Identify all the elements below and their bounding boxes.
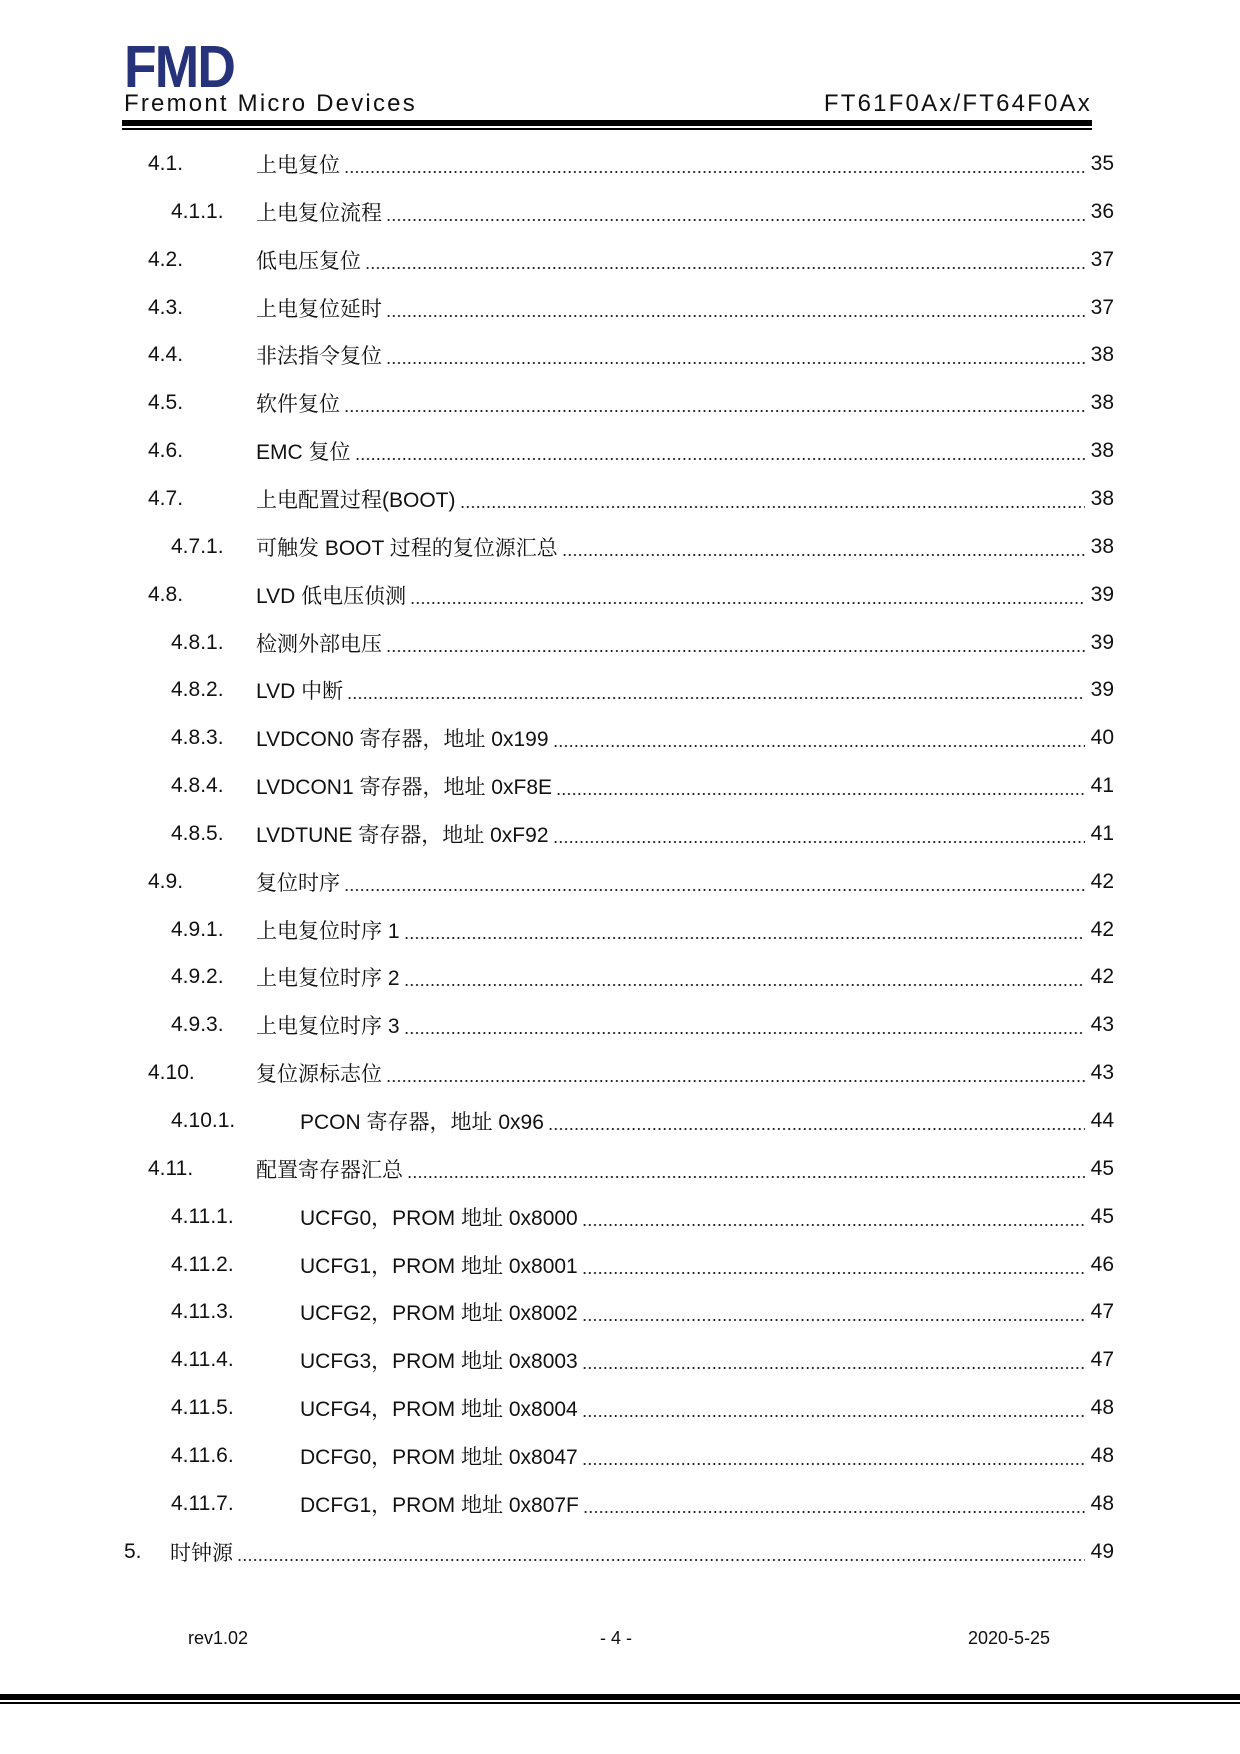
toc-dot-leader xyxy=(460,506,1085,508)
toc-entry-number: 4.11. xyxy=(148,1156,194,1180)
toc-entry[interactable] xyxy=(171,1436,1114,1476)
toc-entry-number: 4.11.1. xyxy=(171,1204,234,1228)
toc-dot-leader xyxy=(386,650,1085,652)
fmd-logo: FMD xyxy=(124,33,235,101)
toc-entry[interactable] xyxy=(171,1292,1114,1332)
toc-entry-number: 4.11.6. xyxy=(171,1443,234,1467)
toc-dot-leader xyxy=(386,219,1085,221)
toc-entry-title: 上电复位 xyxy=(256,154,340,177)
toc-entry-page: 38 xyxy=(1090,486,1114,510)
toc-entry-number: 4.5. xyxy=(148,391,184,415)
toc-dot-leader xyxy=(548,1128,1085,1130)
toc-entry-number: 4.7. xyxy=(148,486,184,510)
toc-entry-title: 上电复位流程 xyxy=(256,201,382,225)
toc-entry-page: 41 xyxy=(1090,821,1114,845)
toc-entry-title: UCFG0，PROM 地址 0x8000 xyxy=(300,1206,578,1230)
toc-entry[interactable] xyxy=(148,431,1114,471)
toc-entry-number: 4.1. xyxy=(148,152,184,175)
toc-entry-title: 软件复位 xyxy=(256,393,340,417)
toc-dot-leader xyxy=(386,362,1085,364)
toc-dot-leader xyxy=(344,410,1085,412)
toc-dot-leader xyxy=(583,1511,1085,1513)
toc-entry-title: DCFG0，PROM 地址 0x8047 xyxy=(300,1445,578,1469)
toc-entry-page: 39 xyxy=(1090,582,1114,606)
toc-entry-page: 35 xyxy=(1090,152,1114,175)
toc-entry[interactable] xyxy=(148,144,1114,184)
toc-dot-leader xyxy=(556,793,1085,795)
toc-entry-title: 上电复位时序 2 xyxy=(256,967,400,991)
footer-rule-thin xyxy=(0,1702,1240,1704)
toc-dot-leader xyxy=(404,937,1085,939)
toc-dot-leader xyxy=(553,745,1085,747)
toc-entry[interactable] xyxy=(148,1053,1114,1093)
toc-entry-number: 4.10. xyxy=(148,1061,195,1085)
toc-dot-leader xyxy=(404,984,1085,986)
toc-entry-page: 39 xyxy=(1090,630,1114,654)
toc-entry[interactable] xyxy=(171,766,1114,806)
toc-entry-number: 4.3. xyxy=(148,295,184,319)
toc-entry-page: 43 xyxy=(1090,1061,1114,1085)
toc-entry-number: 4.11.7. xyxy=(171,1491,234,1515)
toc-entry-number: 4.8.3. xyxy=(171,726,224,750)
toc-entry-title: LVD 低电压侦测 xyxy=(256,584,407,608)
toc-entry[interactable] xyxy=(171,718,1114,758)
toc-entry-number: 5. xyxy=(124,1539,142,1563)
toc-dot-leader xyxy=(404,1032,1085,1034)
toc-entry[interactable] xyxy=(148,383,1114,423)
toc-entry[interactable] xyxy=(171,1340,1114,1380)
toc-dot-leader xyxy=(582,1415,1085,1417)
toc-entry-page: 38 xyxy=(1090,534,1114,558)
toc-entry-title: 检测外部电压 xyxy=(256,632,382,656)
toc-entry-title: 时钟源 xyxy=(170,1541,233,1565)
toc-entry-number: 4.9.3. xyxy=(171,1013,224,1037)
toc-dot-leader xyxy=(582,1319,1085,1321)
toc-entry-page: 37 xyxy=(1090,247,1114,271)
part-number: FT61F0Ax/FT64F0Ax xyxy=(823,90,1092,117)
toc-entry-number: 4.11.2. xyxy=(171,1252,234,1276)
footer-page-number: - 4 - xyxy=(600,1628,633,1648)
toc-entry-title: 上电复位时序 3 xyxy=(256,1015,400,1039)
toc-dot-leader xyxy=(386,315,1085,317)
toc-dot-leader xyxy=(582,1272,1085,1274)
toc-entry-number: 4.11.4. xyxy=(171,1348,234,1372)
toc-dot-leader xyxy=(344,171,1085,173)
toc-entry-page: 36 xyxy=(1090,199,1114,223)
toc-entry-page: 38 xyxy=(1090,343,1114,367)
toc-entry[interactable] xyxy=(124,1532,1114,1572)
toc-entry-number: 4.1.1. xyxy=(171,199,224,223)
footer-date: 2020-5-25 xyxy=(968,1628,1051,1648)
toc-entry-page: 42 xyxy=(1090,869,1114,893)
toc-entry[interactable] xyxy=(148,288,1114,328)
toc-entry-page: 48 xyxy=(1090,1396,1114,1420)
toc-entry-title: 复位时序 xyxy=(256,871,340,895)
toc-dot-leader xyxy=(582,1367,1085,1369)
toc-dot-leader xyxy=(347,697,1085,699)
toc-entry[interactable] xyxy=(171,957,1114,997)
toc-entry-page: 42 xyxy=(1090,917,1114,941)
toc-entry[interactable] xyxy=(171,1388,1114,1428)
toc-entry-number: 4.2. xyxy=(148,247,184,271)
toc-entry-title: 非法指令复位 xyxy=(256,345,382,369)
toc-dot-leader xyxy=(386,1080,1085,1082)
toc-dot-leader xyxy=(582,1463,1085,1465)
toc-entry-page: 38 xyxy=(1090,391,1114,415)
toc-entry-number: 4.8.2. xyxy=(171,678,224,702)
toc-entry-page: 48 xyxy=(1090,1443,1114,1467)
toc-entry[interactable] xyxy=(171,192,1114,232)
toc-entry-title: LVD 中断 xyxy=(256,680,344,704)
toc-entry-number: 4.9.1. xyxy=(171,917,224,941)
toc-entry[interactable] xyxy=(171,1101,1114,1141)
toc-entry[interactable] xyxy=(171,623,1114,663)
toc-entry-title: 低电压复位 xyxy=(256,249,361,273)
toc-entry[interactable] xyxy=(148,1149,1114,1189)
toc-entry-page: 48 xyxy=(1090,1491,1114,1515)
toc-entry-page: 39 xyxy=(1090,678,1114,702)
toc-entry-title: LVDCON1 寄存器，地址 0xF8E xyxy=(256,776,552,800)
toc-entry-number: 4.4. xyxy=(148,343,184,367)
toc-entry[interactable] xyxy=(171,527,1114,567)
toc-entry[interactable] xyxy=(148,240,1114,280)
toc-entry-page: 38 xyxy=(1090,439,1114,463)
toc-entry[interactable] xyxy=(171,1005,1114,1045)
toc-entry-page: 47 xyxy=(1090,1348,1114,1372)
toc-entry-title: 复位源标志位 xyxy=(256,1063,382,1087)
toc-dot-leader xyxy=(355,458,1085,460)
toc-entry-page: 45 xyxy=(1090,1204,1114,1228)
toc-dot-leader xyxy=(365,267,1085,269)
toc-entry[interactable] xyxy=(148,575,1114,615)
toc-dot-leader xyxy=(344,889,1085,891)
toc-entry-number: 4.10.1. xyxy=(171,1109,236,1132)
toc-entry-number: 4.8. xyxy=(148,582,184,606)
toc-entry-page: 42 xyxy=(1090,965,1114,989)
header-rule-thin xyxy=(122,128,1092,130)
toc-entry-page: 45 xyxy=(1090,1156,1114,1180)
toc-entry-title: 可触发 BOOT 过程的复位源汇总 xyxy=(256,536,558,560)
toc-entry-number: 4.8.5. xyxy=(171,821,224,845)
toc-entry-page: 44 xyxy=(1090,1109,1114,1132)
toc-dot-leader xyxy=(562,554,1085,556)
toc-entry-title: EMC 复位 xyxy=(256,441,351,465)
toc-entry-page: 49 xyxy=(1090,1539,1114,1563)
toc-entry-title: 上电配置过程(BOOT) xyxy=(256,488,456,512)
toc-entry[interactable] xyxy=(148,479,1114,519)
toc-entry-page: 47 xyxy=(1090,1300,1114,1324)
toc-entry-page: 46 xyxy=(1090,1252,1114,1276)
footer-rule-thick xyxy=(0,1694,1240,1700)
toc-entry-number: 4.7.1. xyxy=(171,534,224,558)
toc-entry[interactable] xyxy=(171,1197,1114,1237)
toc-entry-page: 41 xyxy=(1090,774,1114,798)
toc-entry[interactable] xyxy=(171,1245,1114,1285)
toc-entry[interactable] xyxy=(171,1484,1114,1524)
header-rule-thick xyxy=(122,120,1092,126)
toc-entry[interactable] xyxy=(171,670,1114,710)
toc-entry[interactable] xyxy=(148,335,1114,375)
toc-dot-leader xyxy=(553,841,1085,843)
toc-entry-number: 4.8.4. xyxy=(171,774,224,798)
footer-revision: rev1.02 xyxy=(188,1628,249,1648)
toc-entry-title: UCFG2，PROM 地址 0x8002 xyxy=(300,1302,578,1326)
toc-entry-title: UCFG3，PROM 地址 0x8003 xyxy=(300,1350,578,1374)
toc-entry-number: 4.6. xyxy=(148,439,184,463)
toc-entry-number: 4.9. xyxy=(148,869,184,893)
toc-entry-number: 4.8.1. xyxy=(171,630,224,654)
toc-entry-page: 43 xyxy=(1090,1013,1114,1037)
toc-entry-title: DCFG1，PROM 地址 0x807F xyxy=(300,1493,579,1517)
toc-entry-title: PCON 寄存器，地址 0x96 xyxy=(300,1111,544,1134)
toc-entry[interactable] xyxy=(148,862,1114,902)
toc-dot-leader xyxy=(407,1176,1085,1178)
toc-entry-number: 4.11.3. xyxy=(171,1300,234,1324)
toc-entry-title: LVDTUNE 寄存器，地址 0xF92 xyxy=(256,823,549,847)
toc-entry-number: 4.9.2. xyxy=(171,965,224,989)
toc-entry-title: 配置寄存器汇总 xyxy=(256,1158,403,1182)
toc-entry[interactable] xyxy=(171,910,1114,950)
toc-dot-leader xyxy=(410,602,1085,604)
toc-entry[interactable] xyxy=(171,814,1114,854)
toc-entry-page: 40 xyxy=(1090,726,1114,750)
toc-dot-leader xyxy=(582,1224,1085,1226)
toc-entry-number: 4.11.5. xyxy=(171,1396,234,1420)
company-name: Fremont Micro Devices xyxy=(124,90,417,117)
toc-entry-title: LVDCON0 寄存器，地址 0x199 xyxy=(256,728,549,752)
toc-entry-title: UCFG1，PROM 地址 0x8001 xyxy=(300,1254,578,1278)
toc-entry-title: 上电复位时序 1 xyxy=(256,919,400,943)
toc-entry-title: 上电复位延时 xyxy=(256,297,382,321)
toc-dot-leader xyxy=(237,1559,1085,1561)
toc-entry-title: UCFG4，PROM 地址 0x8004 xyxy=(300,1398,578,1422)
toc-entry-page: 37 xyxy=(1090,295,1114,319)
